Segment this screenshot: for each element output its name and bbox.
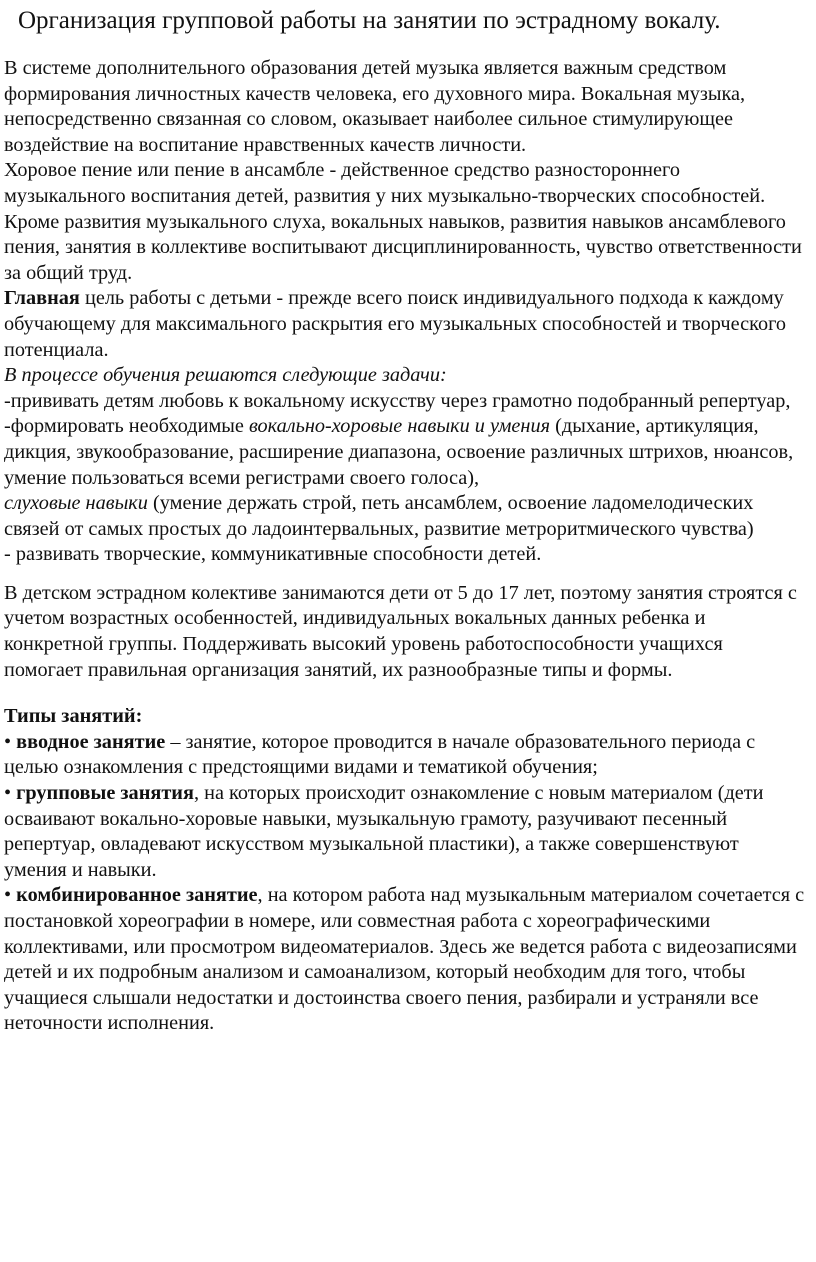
type-1-term: вводное занятие <box>16 730 166 753</box>
bullet-icon: • <box>4 884 17 907</box>
task-2-prefix: -формировать необходимые <box>4 415 249 438</box>
types-heading: Типы занятий: <box>4 705 143 728</box>
type-item-1 <box>4 730 806 781</box>
task-3-suffix: (умение держать строй, петь ансамблем, освоение ладомелодических связей от самых простых до ладоинтервальных, развитие метроритмического чувства) <box>4 492 754 540</box>
tasks-heading: В процессе обучения решаются следующие задачи: <box>4 364 447 387</box>
bullet-icon: • <box>4 782 17 805</box>
type-3-desc: , на котором работа над музыкальным материалом сочетается с постановкой хореографии в номере, или совместная работа с хореографическими коллективами, или просмотром видеоматериалов. Здесь же ведется работа с видеозаписями детей и их подробным анализом и самоанализом, который необходим для того, чтобы учащиеся слышали недостатки и достоинства своего пения, разбирали и устраняли все неточности исполнения. <box>4 884 805 1035</box>
type-1-desc: – занятие, которое проводится в начале образовательного периода с целью ознакомления с предстоящими видами и тематикой обучения; <box>4 730 756 779</box>
intro-paragraph-1: В системе дополнительного образования детей музыка является важным средством формирования личностных качеств человека, его духовного мира. Вокальная музыка, непосредственно связанная со словом, оказывает наиболее сильное стимулирующее воздействие на воспитание нравственных качеств личности. <box>4 57 746 156</box>
task-3-italic-term: слуховые навыки <box>4 492 148 515</box>
intro-paragraph-3 <box>4 286 806 363</box>
type-3-term: комбинированное занятие <box>16 884 258 907</box>
document-title: Организация групповой работы на занятии по эстрадному вокалу. <box>18 7 721 34</box>
task-item-2 <box>4 414 806 491</box>
type-item-3 <box>4 883 806 1037</box>
goal-text: цель работы с детьми - прежде всего поиск индивидуального подхода к каждому обучающему для максимального раскрытия его музыкальных способностей и творческого потенциала. <box>4 287 787 361</box>
document-body <box>4 56 806 1037</box>
task-2-suffix: (дыхание, артикуляция, дикция, звукообразование, расширение диапазона, освоение различных штрихов, нюансов, умение пользоваться всеми регистрами своего голоса), <box>4 415 794 489</box>
task-item-3 <box>4 491 806 542</box>
task-item-1: -прививать детям любовь к вокальному искусству через грамотно подобранный репертуар, <box>4 389 791 412</box>
type-item-2 <box>4 781 806 883</box>
type-2-desc: , на которых происходит ознакомление с новым материалом (дети осваивают вокально-хоровые навыки, музыкальную грамоту, разучивают песенный репертуар, овладевают искусством музыкальной пластики), а также совершенствуют умения и навыки. <box>4 782 764 881</box>
age-paragraph: В детском эстрадном колективе занимаются дети от 5 до 17 лет, поэтому занятия строятся с учетом возрастных особенностей, индивидуальных вокальных данных ребенка и конкретной группы. Поддерживать высокий уровень работоспособности учащихся помогает правильная организация занятий, их разнообразные типы и формы. <box>4 581 797 681</box>
goal-bold-term: Главная <box>4 287 80 310</box>
intro-paragraph-2: Хоровое пение или пение в ансамбле - действенное средство разностороннего музыкального воспитания детей, развития у них музыкально-творческих способностей. Кроме развития музыкального слуха, вокальных навыков, развития навыков ансамблевого пения, занятия в коллективе воспитывают дисциплинированность, чувство ответственности за общий труд. <box>4 159 802 284</box>
bullet-icon: • <box>4 730 17 753</box>
task-2-italic-term: вокально-хоровые навыки и умения <box>248 415 551 438</box>
type-2-term: групповые занятия <box>16 782 194 805</box>
task-item-4: - развивать творческие, коммуникативные способности детей. <box>4 543 542 566</box>
